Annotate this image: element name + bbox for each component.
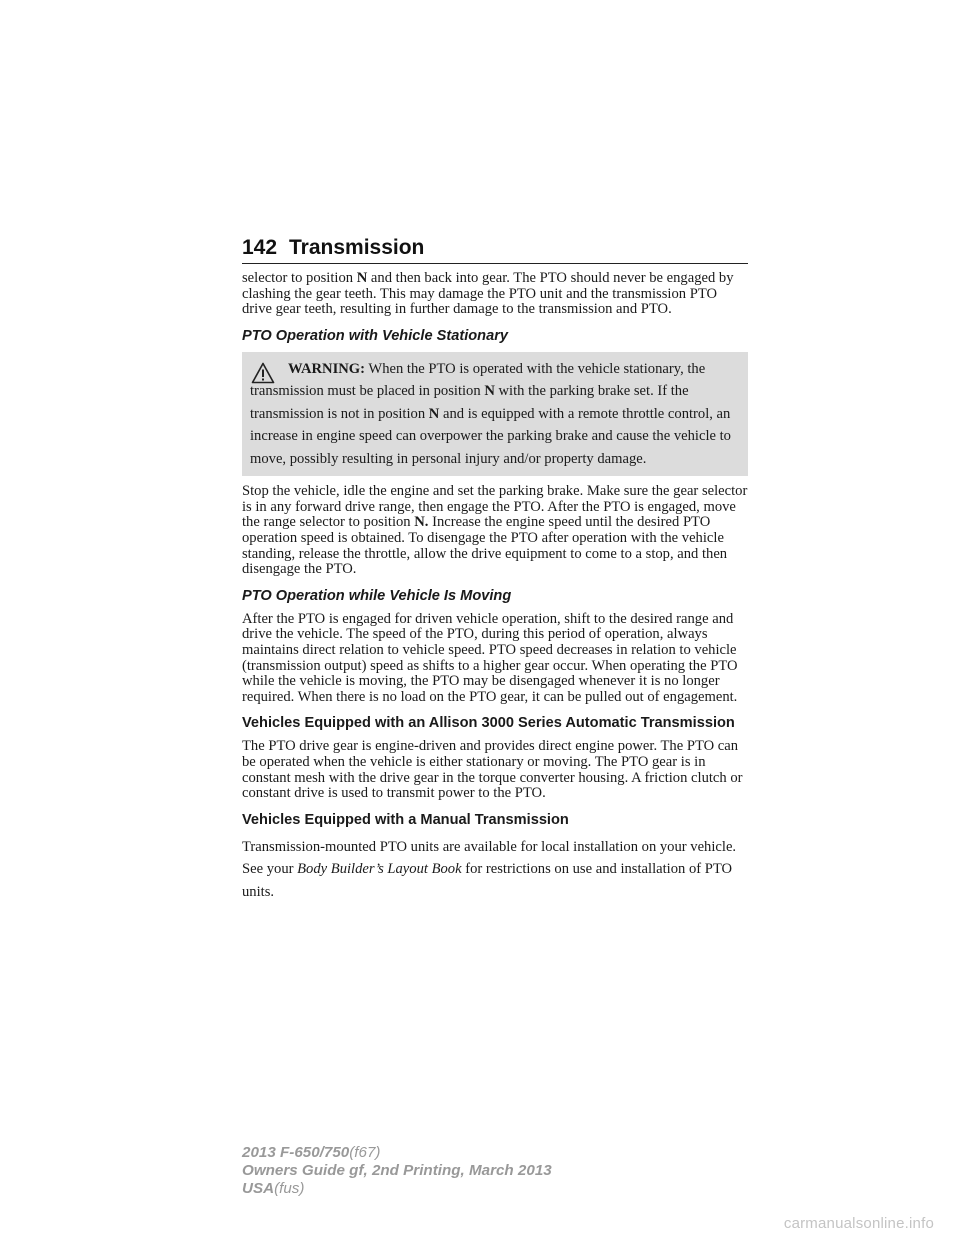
page-header [242, 229, 748, 264]
moving-paragraph: After the PTO is engaged for driven vehicle operation, shift to the desired range and drive the vehicle. The speed of the PTO, during this period of operation, always maintains direct relation to vehicle speed. PTO speed decreases in relation to vehicle (transmission output) speed as shifts to a higher gear occur. When operating the PTO while the vehicle is moving, the PTO may be disengaged whenever it is no longer required. When there is no load on the PTO gear, it can be pulled out of engagement. [242, 610, 738, 705]
gear-position-n: N [484, 383, 495, 400]
stationary-paragraph [242, 484, 748, 578]
footer-line-3 [242, 1180, 552, 1198]
gear-position-n: N [428, 405, 440, 422]
warning-text [250, 358, 740, 471]
warning-box [242, 352, 748, 477]
heading-stationary: PTO Operation with Vehicle Stationary [242, 327, 508, 344]
footer-model-code: (f67) [349, 1144, 381, 1161]
footer-line-2: Owners Guide gf, 2nd Printing, March 2013 [242, 1162, 552, 1179]
warning-triangle-icon [251, 362, 275, 384]
text-run: When the PTO is operated with the vehicle stationary, the transmission must be placed in position [250, 360, 706, 400]
footer-market-code: (fus) [274, 1180, 305, 1197]
gear-position-n: N. [414, 514, 429, 531]
text-run: Increase the engine speed until the desired PTO operation speed is obtained. To disengage the PTO after operation with the vehicle standing, release the throttle, allow the drive equipment to come to a stop, and then disengage the PTO. [242, 514, 728, 578]
allison-paragraph: The PTO drive gear is engine-driven and provides direct engine power. The PTO can be operated when the vehicle is either stationary or moving. The PTO gear is in constant mesh with the drive gear in the torque converter housing. A friction clutch or constant drive is used to transmit power to the PTO. [242, 738, 743, 802]
warning-label: WARNING: [288, 360, 366, 377]
heading-allison: Vehicles Equipped with an Allison 3000 Series Automatic Transmission [242, 715, 735, 732]
continued-paragraph [242, 271, 748, 318]
watermark: carmanualsonline.info [783, 1215, 934, 1232]
text-run: Stop the vehicle, idle the engine and set the parking brake. Make sure the gear selector is in any forward drive range, then engage the PTO. After the PTO is engaged, move the range selector to position [242, 483, 748, 531]
heading-moving: PTO Operation while Vehicle Is Moving [242, 587, 512, 604]
text-run: selector to position [242, 270, 354, 286]
book-title: Body Builder’s Layout Book [297, 861, 462, 878]
text-run: and then back into gear. The PTO should never be engaged by clashing the gear teeth. This may damage the PTO unit and the transmission PTO drive gear teeth, resulting in further damage to the transmission and PTO. [242, 270, 734, 318]
heading-manual: Vehicles Equipped with a Manual Transmission [242, 811, 569, 828]
text-run: with the parking brake set. If the transmission is not in position [250, 383, 689, 422]
footer-model: 2013 F-650/750 [242, 1144, 350, 1161]
text-run: and is equipped with a remote throttle control, an increase in engine speed can overpower the parking brake and cause the vehicle to move, possibly resulting in personal injury and/or property damage. [250, 405, 731, 467]
footer-market: USA [242, 1180, 275, 1197]
page-footer [242, 1144, 552, 1198]
section-title: Transmission [289, 236, 425, 259]
page-number: 142 [242, 236, 278, 259]
page-content [242, 271, 748, 913]
footer-line-1 [242, 1144, 552, 1162]
manual-paragraph [242, 836, 748, 904]
gear-position-n: N [356, 270, 368, 286]
text-run: Transmission-mounted PTO units are available for local installation on your vehicle. See your [242, 838, 737, 878]
manual-page [242, 0, 748, 1242]
text-run: for restrictions on use and installation of PTO units. [242, 861, 733, 900]
